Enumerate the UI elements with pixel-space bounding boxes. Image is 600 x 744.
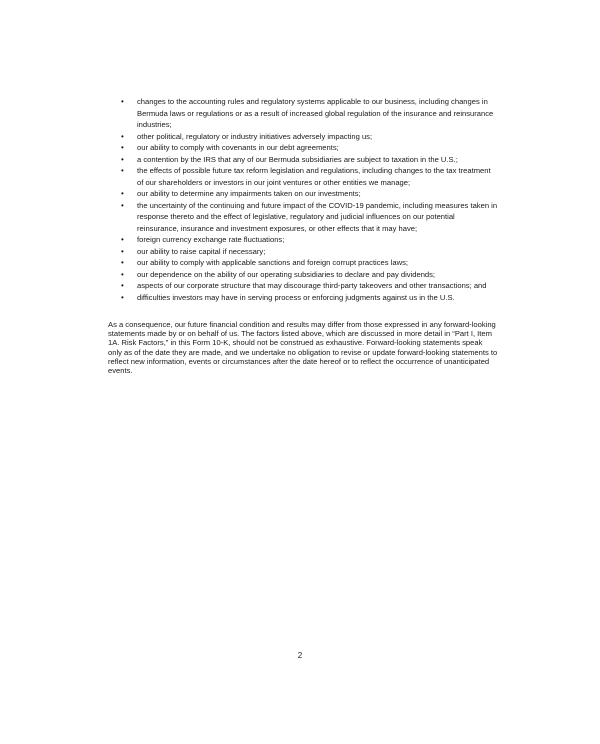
list-item: • aspects of our corporate structure that may discourage third-party takeovers and other transactions; and [118,280,498,292]
list-item: • our ability to raise capital if necessary; [118,246,498,258]
page-number: 2 [297,651,303,660]
list-item: • our ability to determine any impairments taken on our investments; [118,188,498,200]
list-item: • a contention by the IRS that any of our Bermuda subsidiaries are subject to taxation in the U.S.; [118,154,498,166]
list-item: • our ability to comply with covenants in our debt agreements; [118,142,498,154]
list-item: • foreign currency exchange rate fluctuations; [118,234,498,246]
list-item: • the uncertainty of the continuing and future impact of the COVID-19 pandemic, including measures taken in response thereto and the effect of legislative, regulatory and judicial influences on our potential reinsurance, insurance and investment exposures, or other effects that it may have; [118,200,498,235]
risk-factor-list [118,96,498,303]
closing-paragraph: As a consequence, our future financial condition and results may differ from those expressed in any forward-looking statements made by or on behalf of us. The factors listed above, which are discussed in more detail in “Part I, Item 1A. Risk Factors,” in this Form 10-K, should not be construed as exhaustive. Forward-looking statements speak only as of the date they are made, and we undertake no obligation to revise or update forward-looking statements to reflect new information, events or circumstances after the date hereof or to reflect the occurrence of unanticipated events. [108,320,498,376]
list-item: • other political, regulatory or industry initiatives adversely impacting us; [118,131,498,143]
list-item: • our ability to comply with applicable sanctions and foreign corrupt practices laws; [118,257,498,269]
list-item: • difficulties investors may have in serving process or enforcing judgments against us in the U.S. [118,292,498,304]
list-item: • changes to the accounting rules and regulatory systems applicable to our business, including changes in Bermuda laws or regulations or as a result of increased global regulation of the insurance and reinsurance industries; [118,96,498,131]
list-item: • the effects of possible future tax reform legislation and regulations, including changes to the tax treatment of our shareholders or investors in our joint ventures or other entities we manage; [118,165,498,188]
list-item: • our dependence on the ability of our operating subsidiaries to declare and pay dividends; [118,269,498,281]
